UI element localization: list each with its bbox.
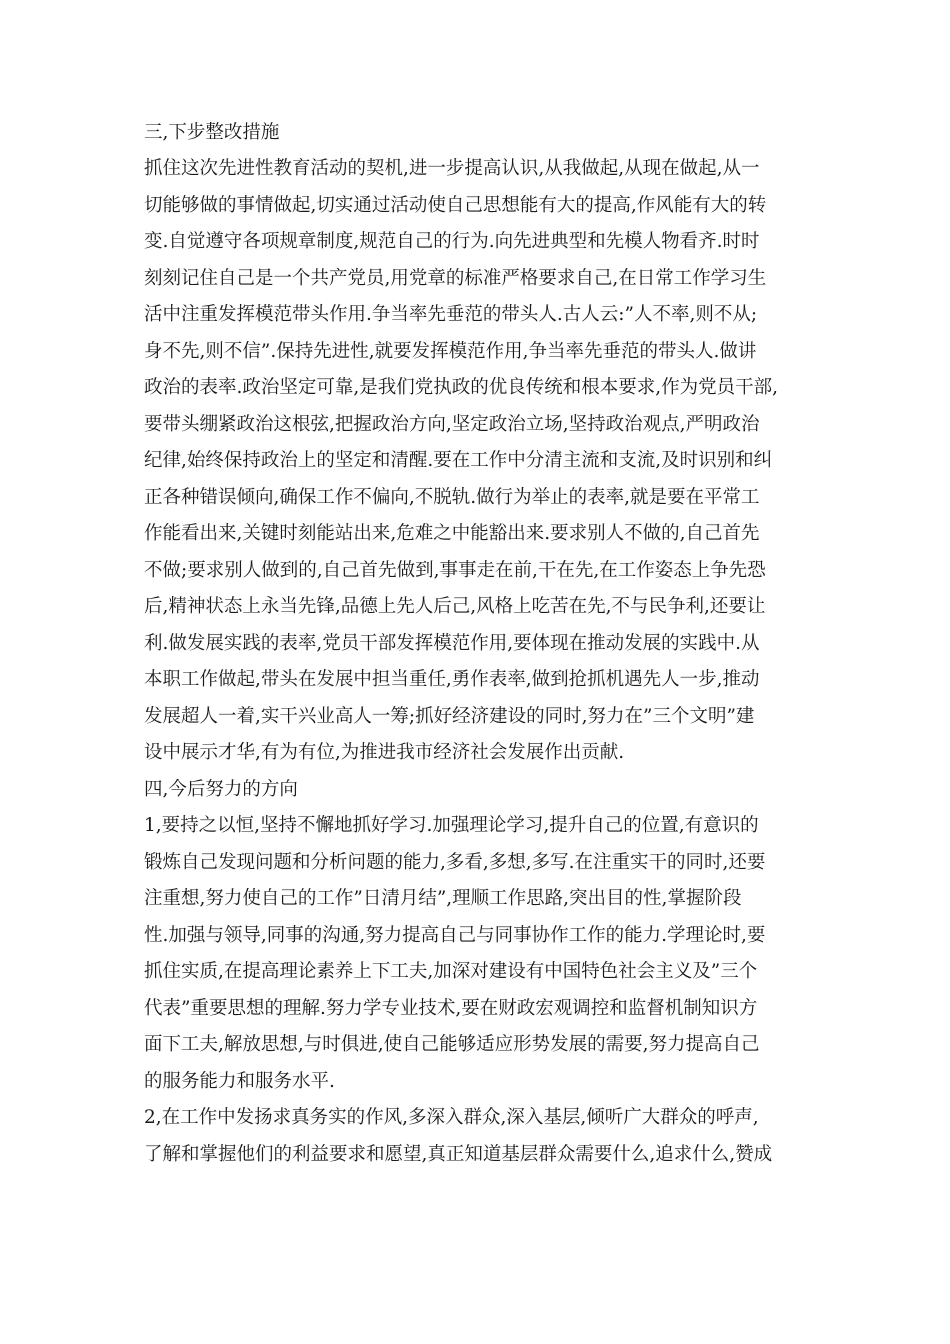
paragraph-line: 正各种错误倾向,确保工作不偏向,不脱轨.做行为举止的表率,就是要在平常工 [144,487,760,508]
paragraph-line: 活中注重发挥模范带头作用.争当率先垂范的带头人.古人云:”人不率,则不从; [144,304,758,325]
paragraph-line: 刻刻记住自己是一个共产党员,用党章的标准严格要求自己,在日常工作学习生 [144,268,767,289]
paragraph-line: 政治的表率.政治坚定可靠,是我们党执政的优良传统和根本要求,作为党员干部, [144,377,779,398]
paragraph-line: 性.加强与领导,同事的沟通,努力提高自己与同事协作工作的能力.学理论时,要 [144,925,766,946]
paragraph-line: 设中展示才华,有为有位,为推进我市经济社会发展作出贡献. [144,742,625,763]
paragraph-line: 抓住这次先进性教育活动的契机,进一步提高认识,从我做起,从现在做起,从一 [144,158,760,179]
paragraph-line: 2,在工作中发扬求真务实的作风,多深入群众,深入基层,倾听广大群众的呼声, [144,1107,759,1128]
paragraph-line: 身不先,则不信”.保持先进性,就要发挥模范作用,争当率先垂范的带头人.做讲 [144,341,757,362]
paragraph-line: 不做;要求别人做到的,自己首先做到,事事走在前,干在先,在工作姿态上争先恐 [144,560,766,581]
paragraph-line: 本职工作做起,带头在发展中担当重任,勇作表率,做到抢抓机遇先人一步,推动 [144,669,760,690]
paragraph-line: 了解和掌握他们的利益要求和愿望,真正知道基层群众需要什么,追求什么,赞成 [144,1144,773,1165]
paragraph-line: 作能看出来,关键时刻能站出来,危难之中能豁出来.要求别人不做的,自己首先 [144,523,760,544]
section-heading-4: 四,今后努力的方向 [144,779,298,800]
paragraph-line: 要带头绷紧政治这根弦,把握政治方向,坚定政治立场,坚持政治观点,严明政治 [144,414,760,435]
paragraph-line: 后,精神状态上永当先锋,品德上先人后己,风格上吃苦在先,不与民争利,还要让 [144,596,766,617]
paragraph-line: 发展超人一着,实干兴业高人一筹;抓好经济建设的同时,努力在”三个文明”建 [144,706,755,727]
paragraph-line: 的服务能力和服务水平. [144,1071,335,1092]
paragraph-line: 面下工夫,解放思想,与时俱进,使自己能够适应形势发展的需要,努力提高自己 [144,1034,760,1055]
paragraph-line: 代表”重要思想的理解.努力学专业技术,要在财政宏观调控和监督机制知识方 [144,998,758,1019]
paragraph-line: 利.做发展实践的表率,党员干部发挥模范作用,要体现在推动发展的实践中.从 [144,633,760,654]
paragraph-line: 变.自觉遵守各项规章制度,规范自己的行为.向先进典型和先模人物看齐.时时 [144,231,760,252]
paragraph-line: 1,要持之以恒,坚持不懈地抓好学习.加强理论学习,提升自己的位置,有意识的 [144,815,759,836]
paragraph-line: 锻炼自己发现问题和分析问题的能力,多看,多想,多写.在注重实干的同时,还要 [144,852,766,873]
paragraph-line: 纪律,始终保持政治上的坚定和清醒.要在工作中分清主流和支流,及时识别和纠 [144,450,773,471]
paragraph-line: 注重想,努力使自己的工作”日清月结”,理顺工作思路,突出目的性,掌握阶段 [144,888,742,909]
paragraph-line: 抓住实质,在提高理论素养上下工夫,加深对建设有中国特色社会主义及”三个 [144,961,758,982]
paragraph-line: 切能够做的事情做起,切实通过活动使自己思想能有大的提高,作风能有大的转 [144,195,767,216]
section-heading-3: 三,下步整改措施 [144,122,280,143]
